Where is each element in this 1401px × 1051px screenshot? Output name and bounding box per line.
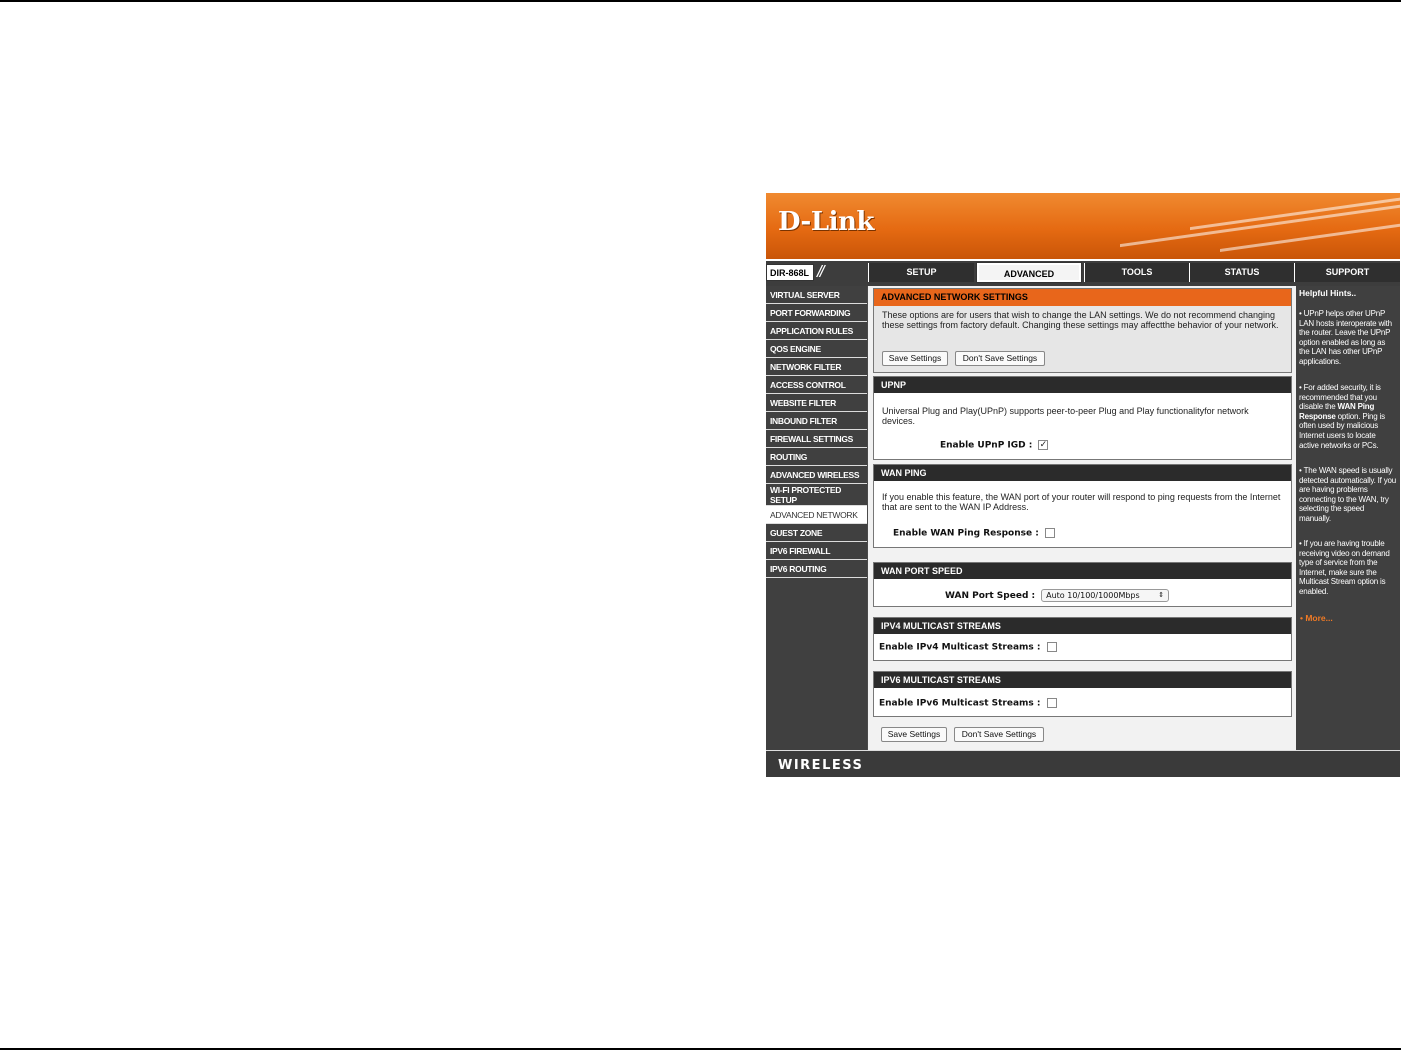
wan-speed-row: [945, 589, 1169, 602]
wan-speed-select[interactable]: [1041, 589, 1169, 602]
ipv6-multicast-label: Enable IPv6 Multicast Streams :: [879, 698, 1041, 709]
wan-ping-row: [893, 528, 1055, 539]
wan-speed-value: Auto 10/100/1000Mbps: [1046, 591, 1140, 600]
hint-multicast-text: If you are having trouble receiving video on demand type of service from the Internet, make sure the Multicast Stream option is enabled.: [1299, 539, 1390, 596]
menu-item-advanced-wireless[interactable]: ADVANCED WIRELESS: [766, 466, 867, 484]
menu-item-advanced-network[interactable]: ADVANCED NETWORK: [766, 506, 867, 524]
menu-item-guest-zone[interactable]: GUEST ZONE: [766, 524, 867, 542]
menu-item-firewall-settings[interactable]: FIREWALL SETTINGS: [766, 430, 867, 448]
menu-item-routing[interactable]: ROUTING: [766, 448, 867, 466]
intro-text: These options are for users that wish to change the LAN settings. We do not recommend changing these settings from factory default. Changing these settings may affectthe behavior of your network.: [882, 310, 1279, 330]
page-bottom-rule: [0, 1048, 1401, 1050]
hint-multicast: • If you are having trouble receiving video on demand type of service from the Internet, make sure the Multicast Stream option is enabled.: [1299, 539, 1390, 596]
upnp-label: Enable UPnP IGD :: [940, 440, 1033, 451]
more-hints-label: More...: [1305, 613, 1333, 623]
hint-upnp: • UPnP helps other UPnP LAN hosts interoperate with the router. Leave the UPnP option enabled as long as the LAN has other UPnP applications.: [1299, 309, 1392, 366]
wan-ping-label: Enable WAN Ping Response :: [893, 528, 1039, 539]
banner-stripe: [1190, 195, 1400, 230]
wan-speed-label: WAN Port Speed :: [945, 591, 1036, 601]
dont-save-settings-button-top[interactable]: Don't Save Settings: [955, 351, 1045, 366]
hint-wan-ping-bold: WAN Ping Response: [1299, 402, 1375, 421]
header-banner: [766, 193, 1400, 259]
tab-tools[interactable]: TOOLS: [1084, 263, 1189, 282]
footer-wireless-label: WIRELESS: [778, 758, 864, 773]
upnp-text: Universal Plug and Play(UPnP) supports peer-to-peer Plug and Play functionalityfor network devices.: [882, 406, 1249, 426]
ipv6-multicast-title: IPV6 MULTICAST STREAMS: [874, 672, 1291, 688]
hint-wan-ping-text-c: option. Ping is often used by malicious Internet users to locate active networks or PCs.: [1299, 411, 1385, 450]
upnp-checkbox[interactable]: ✓: [1039, 440, 1048, 450]
wan-ping-text: If you enable this feature, the WAN port of your router will respond to ping requests from the Internet that are sent to the WAN IP Address.: [882, 492, 1281, 512]
page-top-rule: [0, 0, 1401, 2]
wan-speed-title: WAN PORT SPEED: [874, 563, 1291, 579]
menu-item-inbound-filter[interactable]: INBOUND FILTER: [766, 412, 867, 430]
ipv4-multicast-label: Enable IPv4 Multicast Streams :: [879, 642, 1041, 653]
dlink-logo: D-Link: [778, 207, 874, 237]
menu-item-application-rules[interactable]: APPLICATION RULES: [766, 322, 867, 340]
tab-status[interactable]: STATUS: [1189, 263, 1294, 282]
wan-ping-title: WAN PING: [874, 465, 1291, 481]
ipv6-multicast-section: [873, 671, 1292, 717]
menu-item-access-control[interactable]: ACCESS CONTROL: [766, 376, 867, 394]
menu-item-ipv6-routing[interactable]: IPV6 ROUTING: [766, 560, 867, 578]
tab-setup[interactable]: SETUP: [868, 263, 974, 282]
hint-upnp-text: UPnP helps other UPnP LAN hosts interoperate with the router. Leave the UPnP option enabled as long as the LAN has other UPnP applications.: [1299, 309, 1392, 366]
upnp-section: [873, 376, 1292, 460]
tab-support[interactable]: SUPPORT: [1294, 263, 1400, 282]
ipv6-multicast-row: [879, 698, 1057, 709]
ipv4-multicast-title: IPV4 MULTICAST STREAMS: [874, 618, 1291, 634]
tab-advanced[interactable]: ADVANCED: [977, 263, 1081, 282]
model-label: DIR-868L: [766, 264, 814, 281]
menu-item-ipv6-firewall[interactable]: IPV6 FIREWALL: [766, 542, 867, 560]
wan-ping-checkbox[interactable]: [1045, 528, 1055, 538]
hints-title: Helpful Hints..: [1299, 288, 1357, 298]
top-nav: [766, 259, 1400, 286]
select-arrow-icon: ⇕: [1158, 591, 1165, 599]
upnp-row: [940, 440, 1048, 451]
menu-item-website-filter[interactable]: WEBSITE FILTER: [766, 394, 867, 412]
ipv4-multicast-checkbox[interactable]: [1047, 642, 1057, 652]
slash-decoration: //: [817, 262, 823, 281]
footer-bar: [766, 750, 1400, 777]
menu-item-port-forwarding[interactable]: PORT FORWARDING: [766, 304, 867, 322]
save-settings-button-top[interactable]: Save Settings: [882, 351, 948, 366]
wan-speed-section: [873, 562, 1292, 607]
more-hints-link[interactable]: • More...: [1300, 613, 1333, 623]
menu-item-qos-engine[interactable]: QOS ENGINE: [766, 340, 867, 358]
wan-ping-section: [873, 464, 1292, 548]
left-menu: [766, 286, 867, 750]
upnp-title: UPNP: [874, 377, 1291, 393]
hint-wan-speed: • The WAN speed is usually detected automatically. If you are having problems connecting to the WAN, try selecting the speed manually.: [1299, 466, 1397, 523]
intro-section: [873, 288, 1292, 373]
router-admin-screenshot: [766, 193, 1400, 777]
hint-wan-ping: • For added security, it is recommended that you disable the WAN Ping Response option. Ping is often used by malicious Internet users to locate active networks or PCs.: [1299, 383, 1385, 450]
main-content: [868, 286, 1296, 750]
menu-item-virtual-server[interactable]: VIRTUAL SERVER: [766, 286, 867, 304]
menu-item-wifi-protected-setup[interactable]: WI-FI PROTECTED SETUP: [766, 484, 867, 506]
hint-wan-ping-text-a: For added security, it is recommended that you disable the: [1299, 383, 1381, 412]
dont-save-settings-button-bottom[interactable]: Don't Save Settings: [954, 727, 1044, 742]
helpful-hints-panel: [1296, 286, 1400, 750]
menu-item-network-filter[interactable]: NETWORK FILTER: [766, 358, 867, 376]
save-settings-button-bottom[interactable]: Save Settings: [881, 727, 947, 742]
ipv4-multicast-section: [873, 617, 1292, 661]
intro-title: ADVANCED NETWORK SETTINGS: [874, 289, 1291, 306]
banner-stripe: [1120, 202, 1400, 247]
ipv6-multicast-checkbox[interactable]: [1047, 698, 1057, 708]
hint-wan-speed-text: The WAN speed is usually detected automatically. If you are having problems connecting to the WAN, try selecting the speed manually.: [1299, 466, 1397, 523]
ipv4-multicast-row: [879, 642, 1057, 653]
